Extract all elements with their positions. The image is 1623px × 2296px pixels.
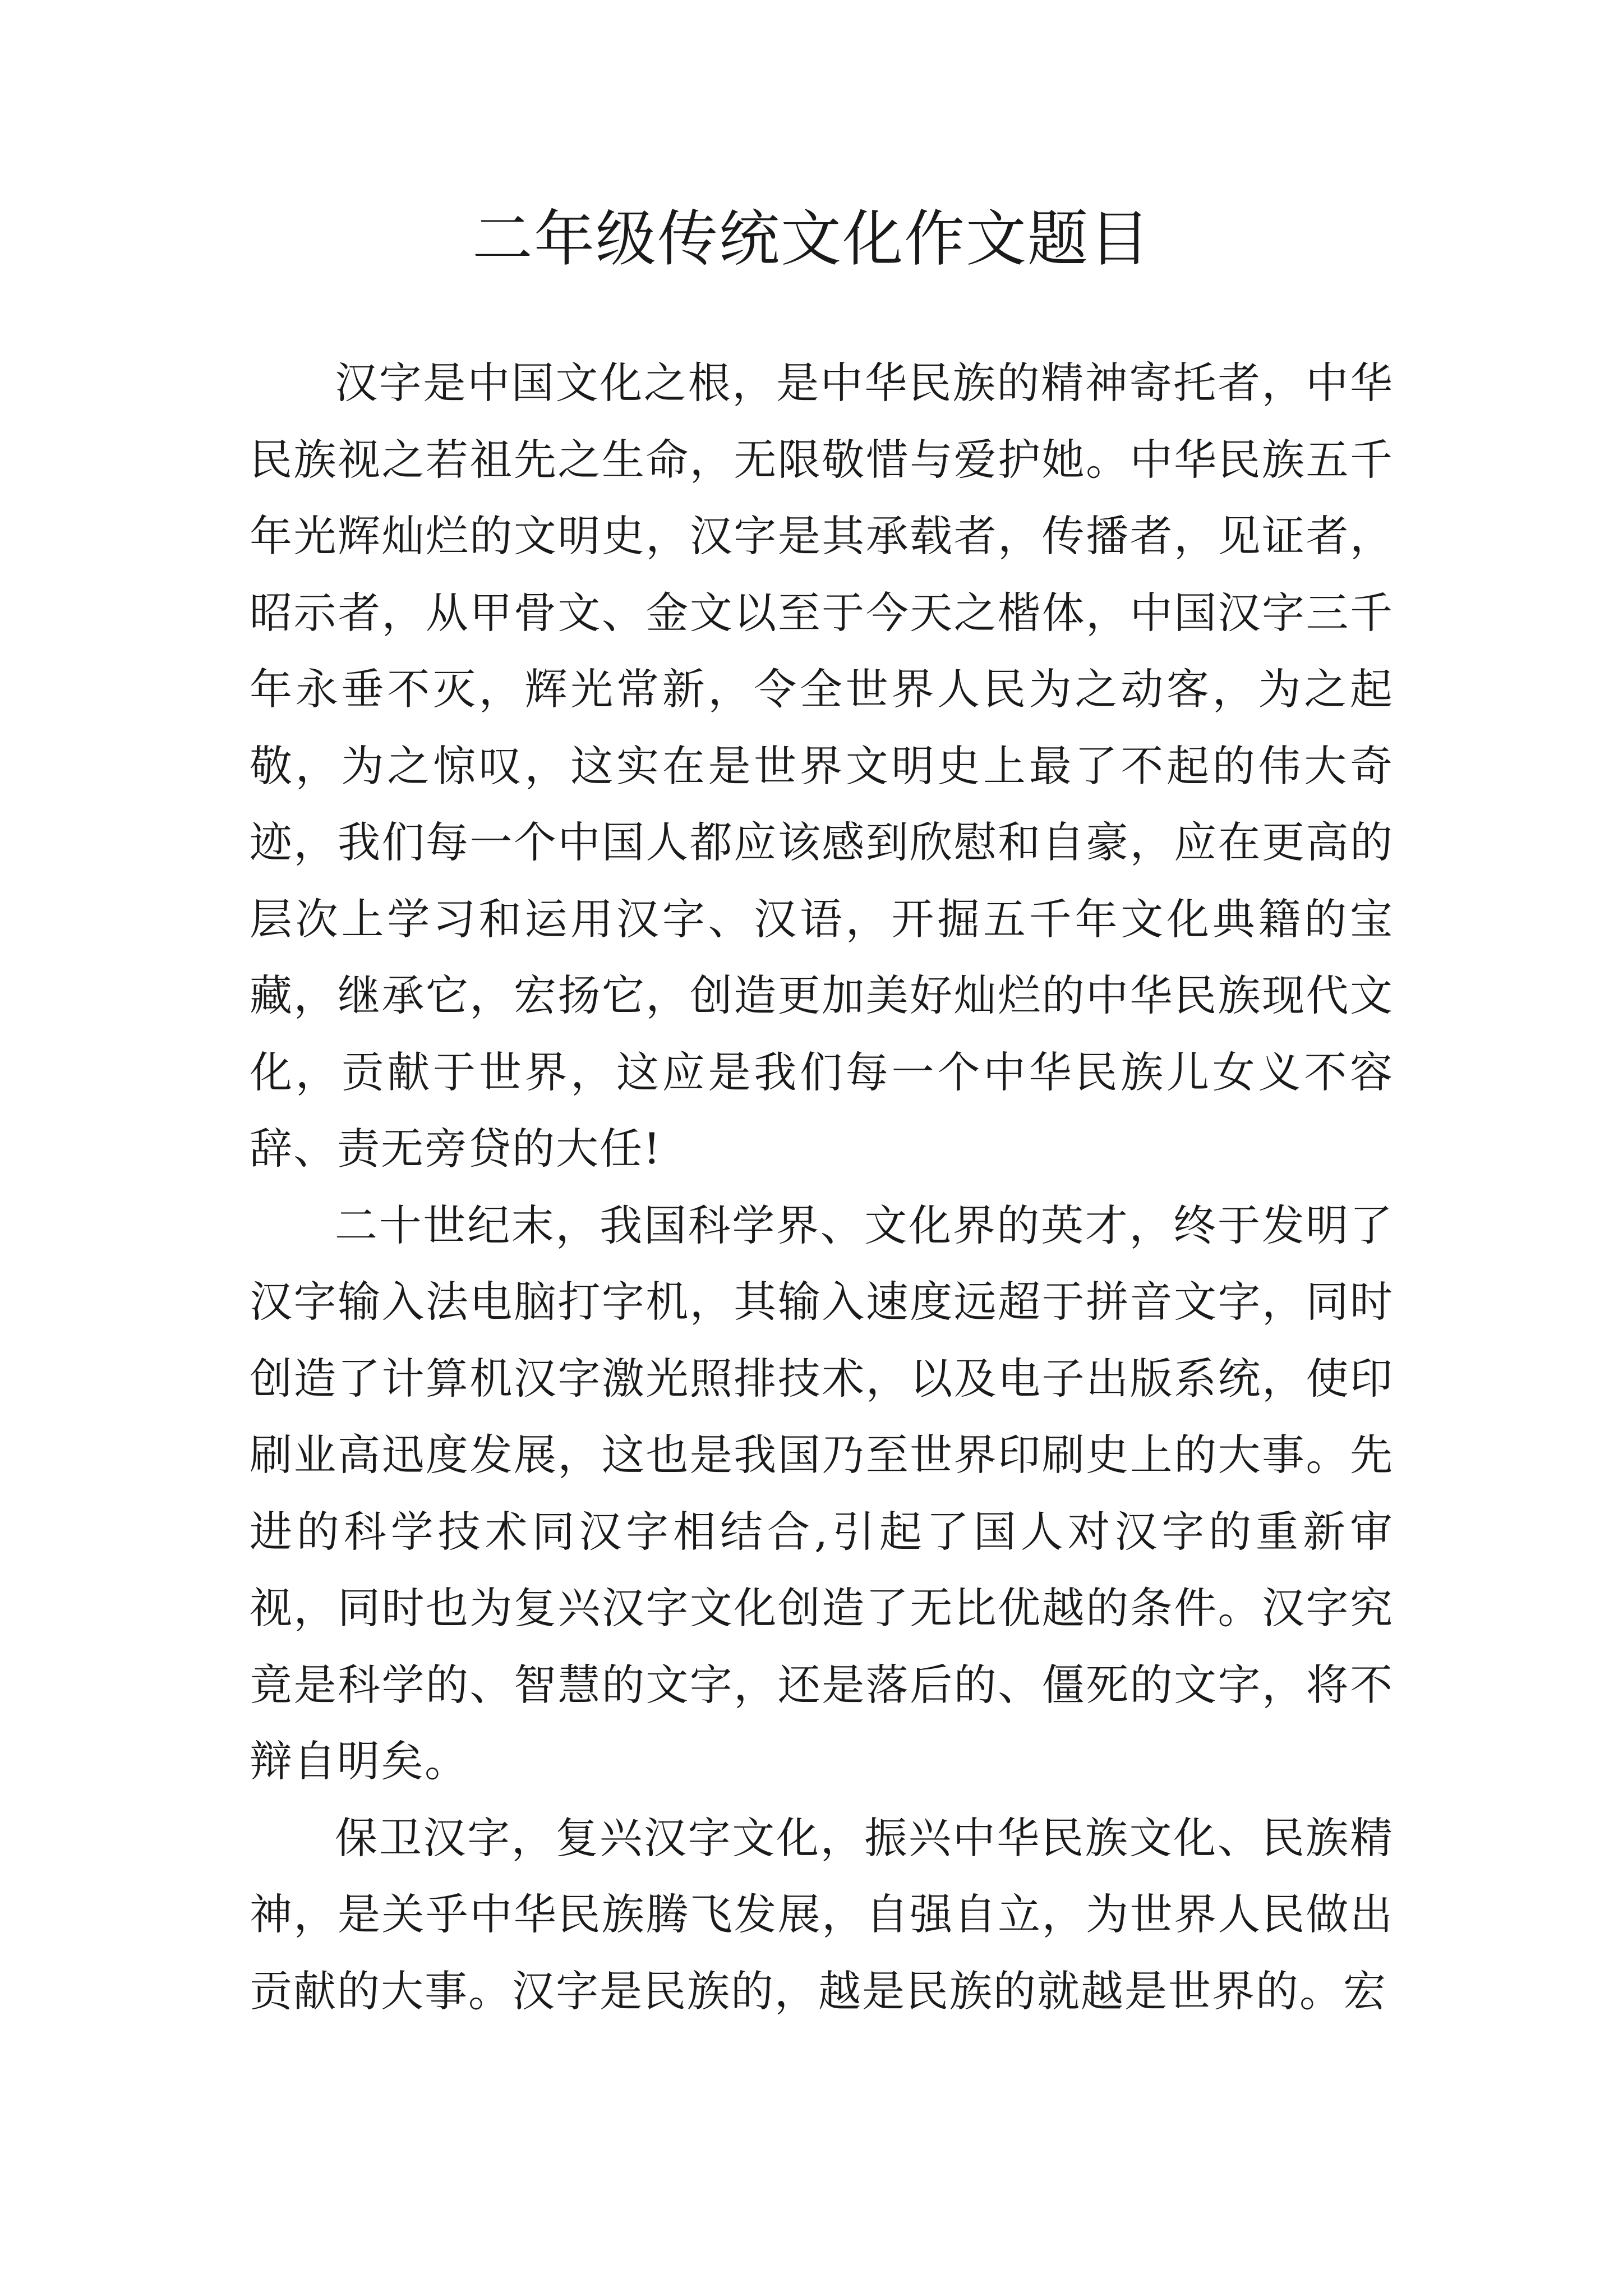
document-body — [250, 345, 1394, 2030]
page-title: 二年级传统文化作文题目 — [472, 204, 1151, 274]
paragraph-2: 二十世纪末，我国科学界、文化界的英才，终于发明了汉字输入法电脑打字机，其输入速度远超于拼音文字，同时创造了计算机汉字激光照排技术，以及电子出版系统，使印刷业高迅度发展，这也是我国乃至世界印刷史上的大事。先进的科学技术同汉字相结合,引起了国人对汉字的重新审视，同时也为复兴汉字文化创造了无比优越的条件。汉字究竟是科学的、智慧的文字，还是落后的、僵死的文字，将不辩自明矣。 — [250, 1200, 1394, 1786]
paragraph-1: 汉字是中国文化之根，是中华民族的精神寄托者，中华民族视之若祖先之生命，无限敬惜与爱护她。中华民族五千年光辉灿烂的文明史，汉字是其承载者，传播者，见证者，昭示者，从甲骨文、金文以至于今天之楷体，中国汉字三千年永垂不灭，辉光常新，令全世界人民为之动客，为之起敬，为之惊叹，这实在是世界文明史上最了不起的伟大奇迹，我们每一个中国人都应该感到欣慰和自豪，应在更高的层次上学习和运用汉字、汉语，开掘五千年文化典籍的宝藏，继承它，宏扬它，创造更加美好灿烂的中华民族现代文化，贡献于世界，这应是我们每一个中华民族儿女义不容辞、责无旁贷的大任! — [250, 358, 1394, 1174]
paragraph-3: 保卫汉字，复兴汉字文化，振兴中华民族文化、民族精神，是关乎中华民族腾飞发展，自强自立，为世界人民做出贡献的大事。汉字是民族的，越是民族的就越是世界的。宏 — [250, 1812, 1394, 2016]
